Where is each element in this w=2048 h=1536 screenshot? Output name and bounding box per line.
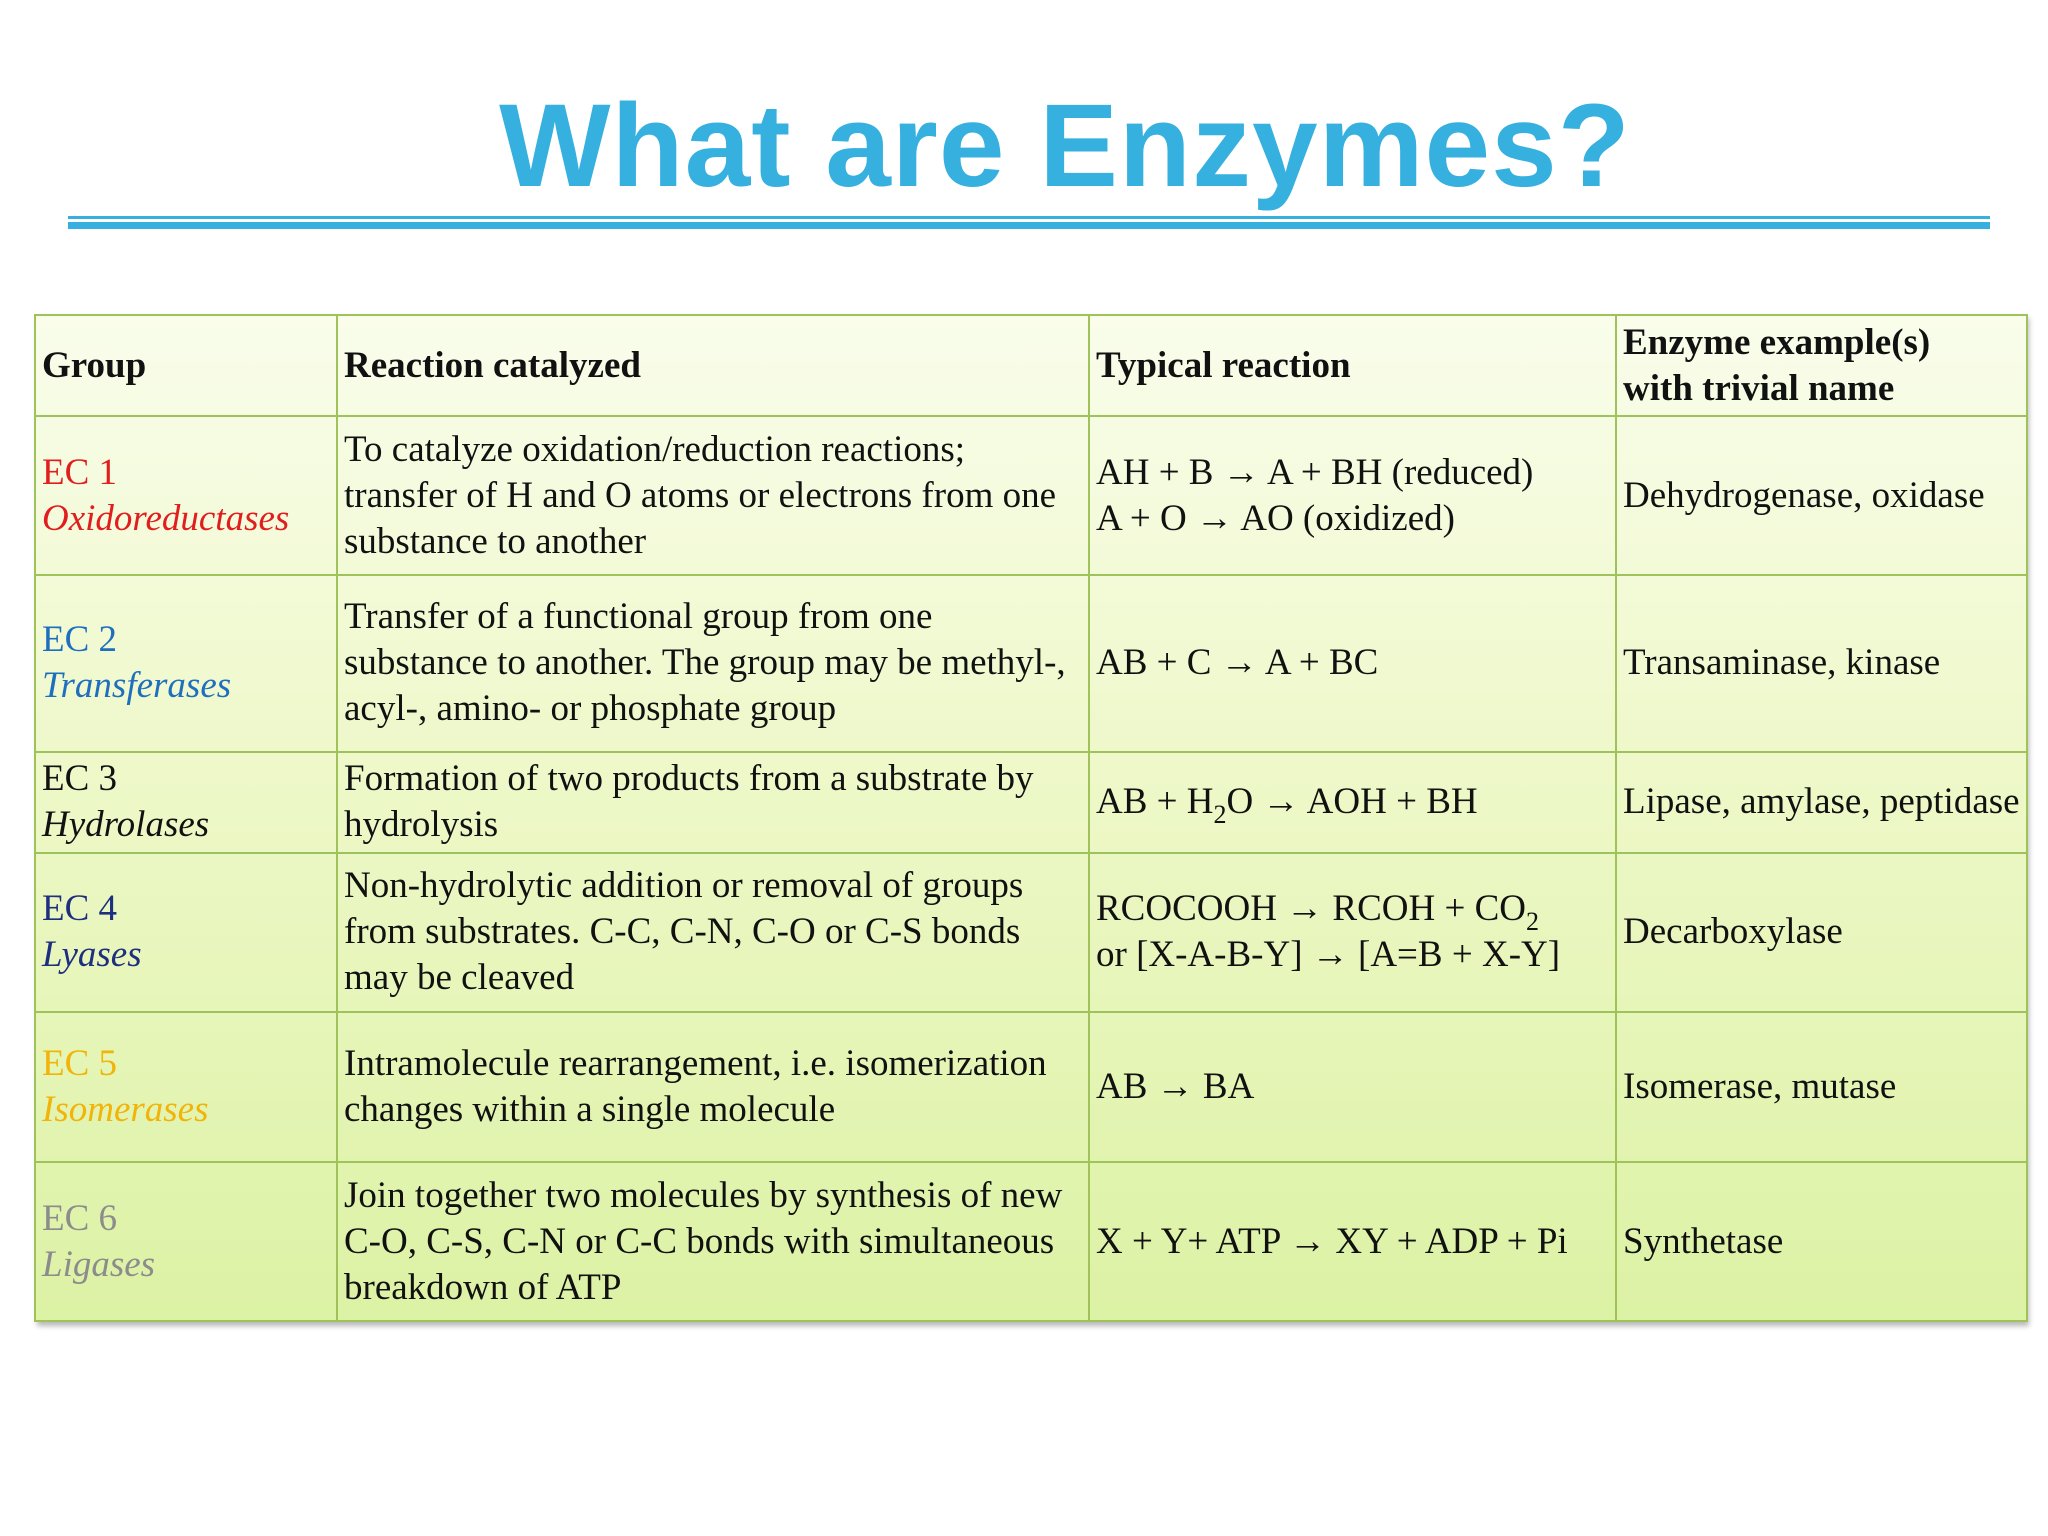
header-reaction-catalyzed: Reaction catalyzed (337, 315, 1089, 416)
group-cell (35, 853, 337, 1012)
enzyme-classification-table (34, 314, 2026, 1322)
reaction-catalyzed-cell: Intramolecule rearrangement, i.e. isomerization changes within a single molecule (337, 1012, 1089, 1163)
typical-reaction-part: O → AOH + BH (1226, 781, 1478, 823)
subscript: 2 (1213, 800, 1227, 830)
typical-reaction-cell: AB → BA (1089, 1012, 1616, 1163)
enzyme-example-cell: Transaminase, kinase (1616, 575, 2027, 752)
ec-number: EC 6 (42, 1197, 118, 1239)
header-example-line1: Enzyme example(s) (1623, 321, 1931, 363)
reaction-catalyzed-cell: Formation of two products from a substrate by hydrolysis (337, 752, 1089, 853)
enzyme-example-cell: Dehydrogenase, oxidase (1616, 416, 2027, 575)
group-name: Hydrolases (42, 804, 210, 846)
ec-number: EC 4 (42, 888, 118, 930)
group-cell (35, 575, 337, 752)
typical-reaction-line2: or [X-A-B-Y] → [A=B + X-Y] (1096, 934, 1561, 976)
group-cell (35, 416, 337, 575)
header-enzyme-example (1616, 315, 2027, 416)
group-name: Lyases (42, 934, 142, 976)
typical-reaction-line1: AH + B → A + BH (reduced) (1096, 451, 1534, 493)
table-row-ec1 (35, 416, 2027, 575)
group-name: Isomerases (42, 1089, 209, 1131)
typical-reaction-cell (1089, 416, 1616, 575)
ec-number: EC 2 (42, 619, 118, 661)
reaction-catalyzed-cell: Transfer of a functional group from one substance to another. The group may be methyl-, acyl-, amino- or phosphate group (337, 575, 1089, 752)
header-group: Group (35, 315, 337, 416)
page-title: What are Enzymes? (499, 80, 1631, 212)
group-name: Ligases (42, 1243, 156, 1285)
typical-reaction-cell (1089, 752, 1616, 853)
subscript: 2 (1525, 907, 1539, 937)
reaction-catalyzed-cell: To catalyze oxidation/reduction reactions; transfer of H and O atoms or electrons from one substance to another (337, 416, 1089, 575)
group-cell (35, 752, 337, 853)
reaction-catalyzed-cell: Non-hydrolytic addition or removal of groups from substrates. C-C, C-N, C-O or C-S bonds may be cleaved (337, 853, 1089, 1012)
group-name: Transferases (42, 665, 232, 707)
enzyme-example-cell: Lipase, amylase, peptidase (1616, 752, 2027, 853)
enzyme-example-cell: Isomerase, mutase (1616, 1012, 2027, 1163)
group-cell (35, 1162, 337, 1321)
reaction-catalyzed-cell: Join together two molecules by synthesis of new C-O, C-S, C-N or C-C bonds with simultaneous breakdown of ATP (337, 1162, 1089, 1321)
typical-reaction-part: AB + H (1096, 781, 1214, 823)
title-divider (68, 216, 1990, 219)
group-name: Oxidoreductases (42, 497, 290, 539)
enzyme-example-cell: Synthetase (1616, 1162, 2027, 1321)
table-row-ec5 (35, 1012, 2027, 1163)
ec-number: EC 5 (42, 1043, 118, 1085)
typical-reaction-cell (1089, 853, 1616, 1012)
typical-reaction-line2: A + O → AO (oxidized) (1096, 497, 1455, 539)
enzyme-example-cell: Decarboxylase (1616, 853, 2027, 1012)
table-row-ec2 (35, 575, 2027, 752)
header-typical-reaction: Typical reaction (1089, 315, 1616, 416)
ec-number: EC 3 (42, 758, 118, 800)
table-row-ec3 (35, 752, 2027, 853)
typical-reaction-cell: AB + C → A + BC (1089, 575, 1616, 752)
table-header-row (35, 315, 2027, 416)
ec-number: EC 1 (42, 451, 118, 493)
header-example-line2: with trivial name (1623, 367, 1895, 409)
title-divider-thick (68, 222, 1990, 229)
group-cell (35, 1012, 337, 1163)
table-row-ec4 (35, 853, 2027, 1012)
table-row-ec6 (35, 1162, 2027, 1321)
typical-reaction-cell: X + Y+ ATP → XY + ADP + Pi (1089, 1162, 1616, 1321)
typical-reaction-line1: RCOCOOH → RCOH + CO (1096, 888, 1526, 930)
